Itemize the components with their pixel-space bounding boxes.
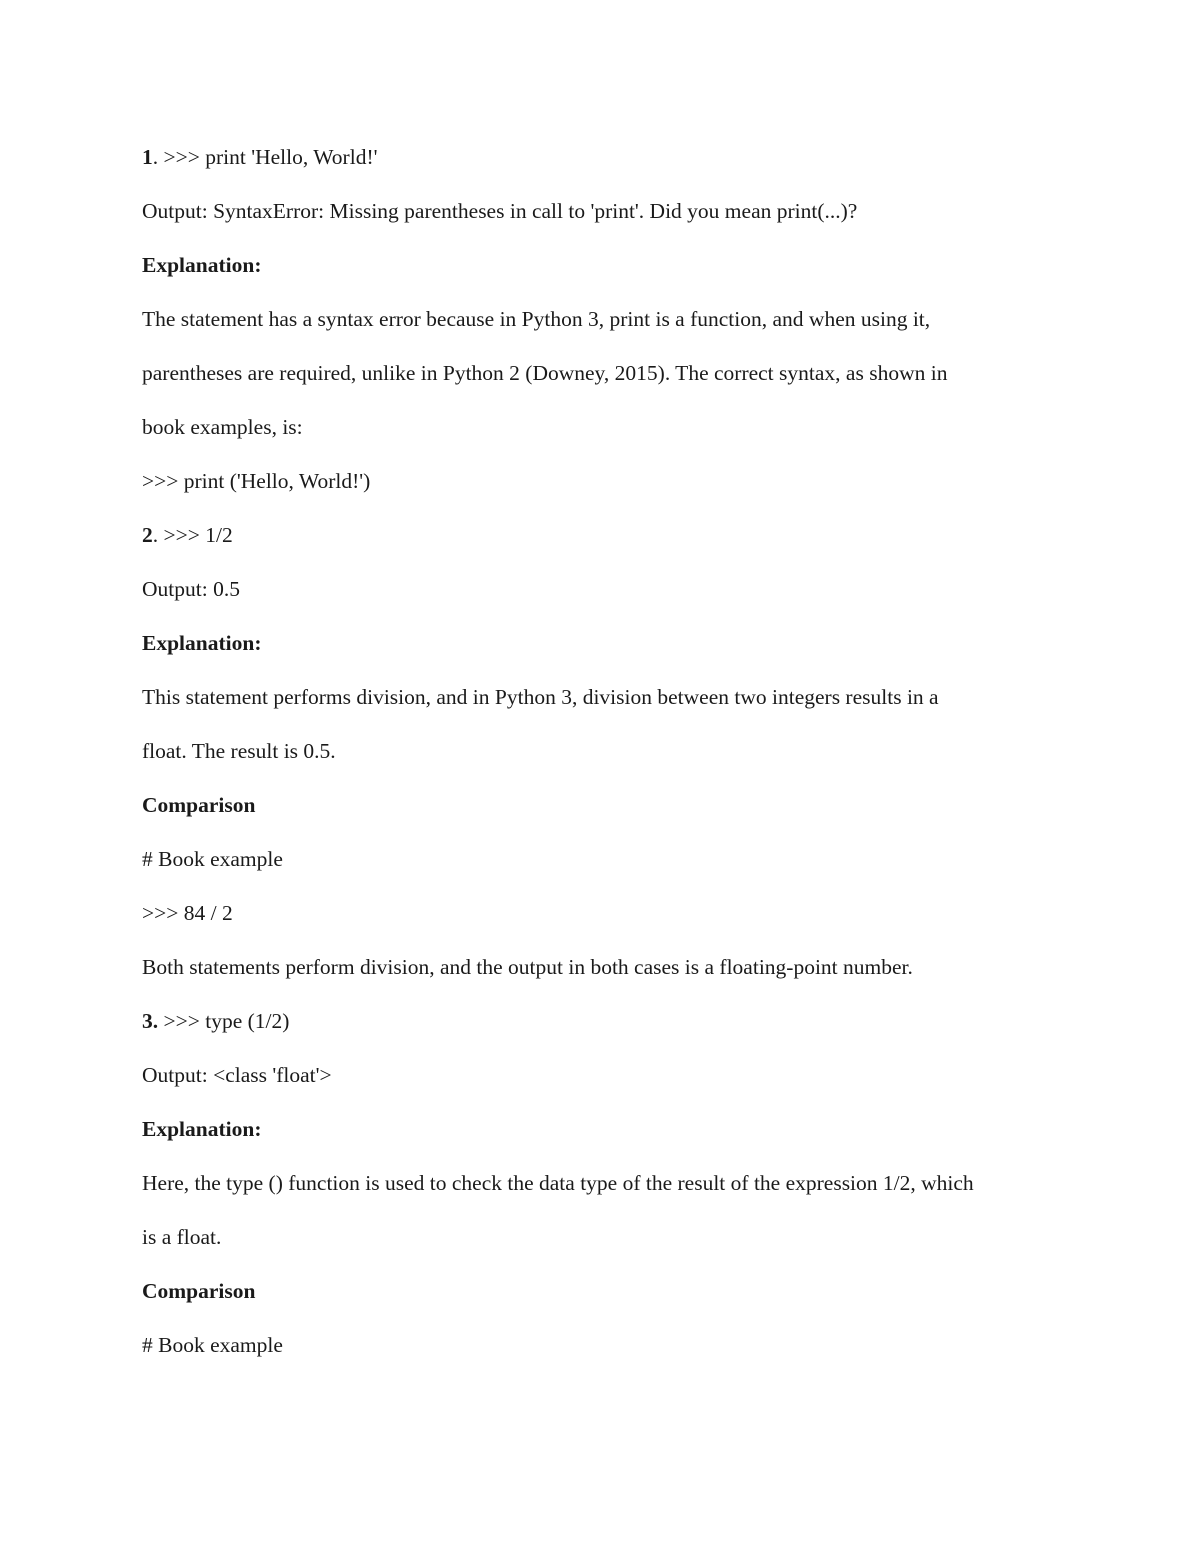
explanation-label: Explanation: — [142, 631, 262, 655]
code-line — [142, 454, 1082, 508]
paragraph-line — [142, 292, 1082, 346]
comparison-heading — [142, 778, 1082, 832]
explanation-label: Explanation: — [142, 1117, 262, 1141]
explanation-label: Explanation: — [142, 253, 262, 277]
code-statement: . >>> print 'Hello, World!' — [152, 145, 378, 169]
code-comment: # Book example — [142, 847, 283, 871]
paragraph-text: Here, the type () function is used to check the data type of the result of the expression 1/2, which — [142, 1171, 974, 1195]
explanation-heading — [142, 238, 1082, 292]
comparison-heading — [142, 1264, 1082, 1318]
output-line — [142, 184, 1082, 238]
paragraph-text: parentheses are required, unlike in Python 2 (Downey, 2015). The correct syntax, as shown in — [142, 361, 948, 385]
item-2-heading — [142, 508, 1082, 562]
explanation-heading — [142, 616, 1082, 670]
code-text: >>> 84 / 2 — [142, 901, 233, 925]
paragraph-text: book examples, is: — [142, 415, 303, 439]
code-statement: >>> type (1/2) — [158, 1009, 290, 1033]
item-1-heading — [142, 130, 1082, 184]
paragraph-text: The statement has a syntax error because in Python 3, print is a function, and when using it, — [142, 307, 931, 331]
item-3-heading — [142, 994, 1082, 1048]
document-page — [142, 130, 1082, 1372]
output-line — [142, 1048, 1082, 1102]
paragraph-line — [142, 670, 1082, 724]
comparison-label: Comparison — [142, 793, 256, 817]
comparison-label: Comparison — [142, 1279, 256, 1303]
paragraph-line — [142, 400, 1082, 454]
paragraph-line — [142, 940, 1082, 994]
code-line — [142, 886, 1082, 940]
code-comment-line — [142, 832, 1082, 886]
explanation-heading — [142, 1102, 1082, 1156]
paragraph-text: This statement performs division, and in Python 3, division between two integers results in a — [142, 685, 939, 709]
output-line — [142, 562, 1082, 616]
item-number: 3. — [142, 1009, 159, 1033]
paragraph-line — [142, 1210, 1082, 1264]
paragraph-text: float. The result is 0.5. — [142, 739, 336, 763]
paragraph-line — [142, 724, 1082, 778]
paragraph-line — [142, 346, 1082, 400]
paragraph-text: Both statements perform division, and the output in both cases is a floating-point number. — [142, 955, 913, 979]
output-text: Output: <class 'float'> — [142, 1063, 332, 1087]
output-text: Output: 0.5 — [142, 577, 240, 601]
paragraph-text: is a float. — [142, 1225, 222, 1249]
item-number: 1 — [142, 145, 153, 169]
paragraph-line — [142, 1156, 1082, 1210]
code-text: >>> print ('Hello, World!') — [142, 469, 371, 493]
code-comment-line — [142, 1318, 1082, 1372]
code-comment: # Book example — [142, 1333, 283, 1357]
output-text: Output: SyntaxError: Missing parentheses in call to 'print'. Did you mean print(...)? — [142, 199, 858, 223]
item-number: 2 — [142, 523, 153, 547]
code-statement: . >>> 1/2 — [152, 523, 233, 547]
